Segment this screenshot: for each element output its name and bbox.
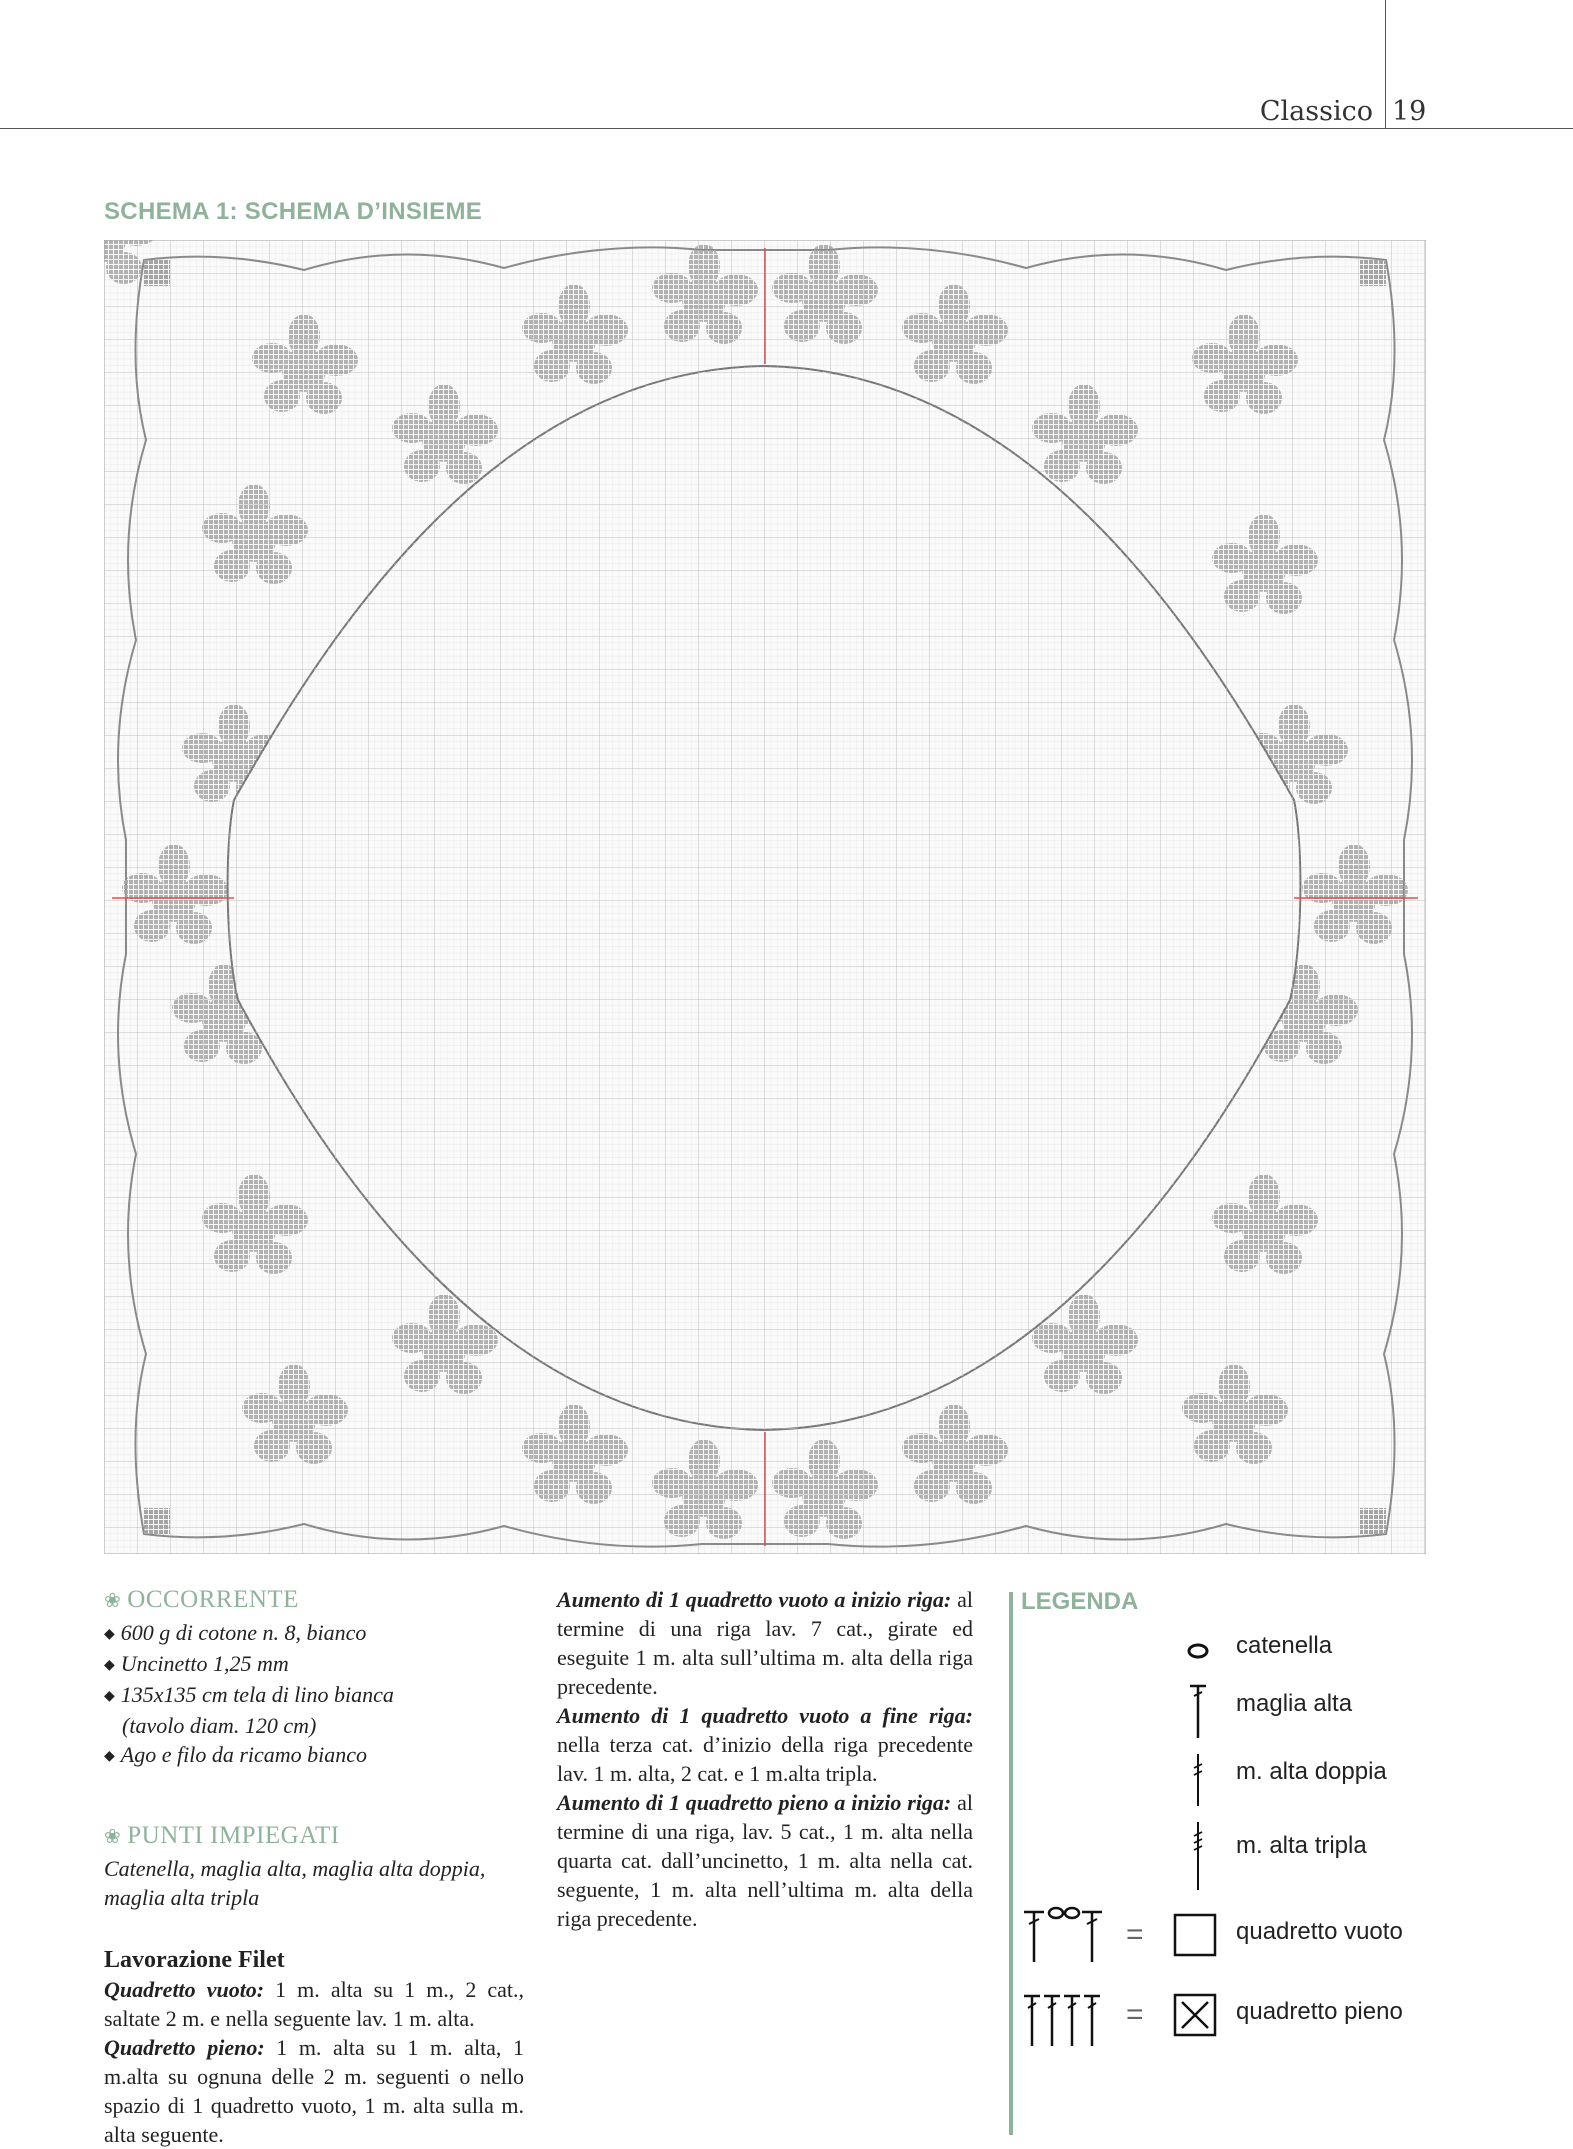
occorrente-title: OCCORRENTE bbox=[127, 1586, 299, 1613]
paragraph-label: Quadretto vuoto: bbox=[104, 1977, 265, 2002]
paragraph-text: al termine di una riga lav. 7 cat., girate ed eseguite 1 m. alta sull’ultima m. alta della riga precedente. bbox=[557, 1587, 973, 1699]
legend-label-alta-tripla: m. alta tripla bbox=[1236, 1832, 1367, 1859]
aumento-pieno-inizio-paragraph bbox=[557, 1788, 973, 1933]
diamond-icon: ◆ bbox=[104, 1749, 115, 1764]
flower-icon: ❀ bbox=[104, 1826, 122, 1848]
header-divider bbox=[1385, 0, 1386, 128]
list-item-text: Uncinetto 1,25 mm bbox=[120, 1651, 289, 1676]
paragraph-text: nella terza cat. d’inizio della riga precedente lav. 1 m. alta, 2 cat. e 1 m.alta tripla. bbox=[557, 1732, 973, 1786]
aumento-vuoto-inizio-paragraph bbox=[557, 1585, 973, 1701]
alta-tripla-icon bbox=[1186, 1820, 1210, 1892]
paragraph-text: al termine di una riga, lav. 5 cat., 1 m. alta nella quarta cat. dall’uncinetto, 1 m. alta nella cat. seguente, 1 m. alta nell’ultima m. alta della riga precedente. bbox=[557, 1790, 973, 1931]
diamond-icon: ◆ bbox=[104, 1658, 115, 1673]
catenella-icon bbox=[1184, 1638, 1214, 1662]
maglia-alta-icon bbox=[1186, 1682, 1210, 1740]
schema-title: SCHEMA 1: SCHEMA D’INSIEME bbox=[104, 198, 483, 225]
legend-label-quadretto-vuoto: quadretto vuoto bbox=[1236, 1918, 1403, 1945]
alta-doppia-icon bbox=[1186, 1750, 1210, 1808]
punti-title: PUNTI IMPIEGATI bbox=[127, 1822, 340, 1849]
paragraph-text: 1 m. alta su 1 m. alta, 1 m.alta su ognuna delle 2 m. seguenti o nello spazio di 1 quadretto vuoto, 1 m. alta sulla m. alta seguente. bbox=[104, 2035, 524, 2147]
list-item bbox=[104, 1740, 524, 1771]
page-number: 19 bbox=[1392, 96, 1427, 127]
paragraph-label: Aumento di 1 quadretto pieno a inizio riga: bbox=[557, 1790, 952, 1815]
quadretto-pieno-paragraph bbox=[104, 2033, 524, 2149]
equals-sign: = bbox=[1126, 1918, 1144, 1951]
filet-chart bbox=[104, 240, 1426, 1554]
legend-title: LEGENDA bbox=[1021, 1588, 1139, 1615]
diamond-icon: ◆ bbox=[104, 1627, 115, 1642]
legend-label-maglia-alta: maglia alta bbox=[1236, 1690, 1353, 1717]
list-item-text: 135x135 cm tela di lino bianca bbox=[120, 1682, 394, 1707]
list-item-text: Ago e filo da ricamo bianco bbox=[120, 1742, 368, 1767]
legend-label-alta-doppia: m. alta doppia bbox=[1236, 1758, 1387, 1785]
diamond-icon: ◆ bbox=[104, 1689, 115, 1704]
empty-square-icon bbox=[1172, 1912, 1218, 1958]
instructions-column bbox=[557, 1585, 973, 1933]
punti-text: Catenella, maglia alta, maglia alta doppia, maglia alta tripla bbox=[104, 1856, 486, 1910]
quadretto-vuoto-paragraph bbox=[104, 1975, 524, 2033]
materials-column bbox=[104, 1585, 524, 2149]
occorrente-heading bbox=[104, 1585, 524, 1616]
section-title: Classico bbox=[1259, 96, 1373, 127]
flower-icon: ❀ bbox=[104, 1590, 122, 1612]
header-rule bbox=[0, 128, 1573, 129]
equals-sign: = bbox=[1126, 1998, 1144, 2031]
paragraph-label: Aumento di 1 quadretto vuoto a inizio riga: bbox=[557, 1587, 952, 1612]
filled-square-icon bbox=[1172, 1992, 1218, 2038]
list-item-text: 600 g di cotone n. 8, bianco bbox=[120, 1620, 367, 1645]
punti-heading bbox=[104, 1821, 524, 1852]
legend-label-catenella: catenella bbox=[1236, 1632, 1333, 1659]
legend-bar bbox=[1009, 1592, 1013, 2135]
list-item bbox=[104, 1649, 524, 1680]
paragraph-label: Quadretto pieno: bbox=[104, 2035, 265, 2060]
lavorazione-title: Lavorazione Filet bbox=[104, 1947, 285, 1973]
quadretto-vuoto-stitch-icon bbox=[1022, 1906, 1132, 1966]
paragraph-text: 1 m. alta su 1 m., 2 cat., saltate 2 m. e nella seguente lav. 1 m. alta. bbox=[104, 1977, 524, 2031]
list-item-continued: (tavolo diam. 120 cm) bbox=[122, 1713, 317, 1738]
list-item bbox=[104, 1618, 524, 1649]
paragraph-label: Aumento di 1 quadretto vuoto a fine riga: bbox=[557, 1703, 973, 1728]
aumento-vuoto-fine-paragraph bbox=[557, 1701, 973, 1788]
quadretto-pieno-stitch-icon bbox=[1022, 1990, 1132, 2050]
legend-label-quadretto-pieno: quadretto pieno bbox=[1236, 1998, 1403, 2025]
list-item bbox=[104, 1680, 524, 1711]
